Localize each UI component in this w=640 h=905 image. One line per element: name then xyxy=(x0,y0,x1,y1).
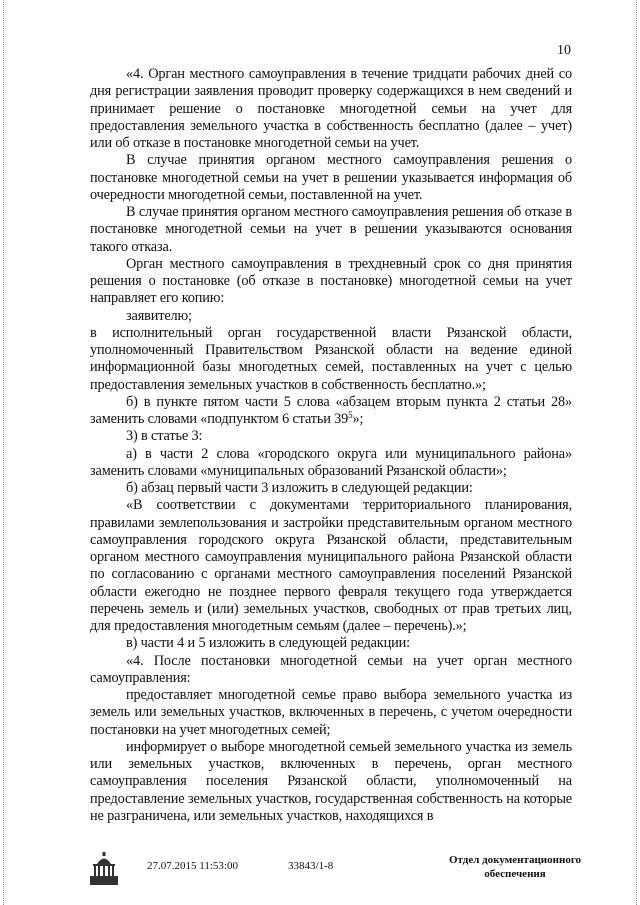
paragraph: В случае принятия органом местного самоуправления решения об отказе в постановке многодетной семьи на учет в решении указываются основания такого отказа. xyxy=(90,204,572,255)
paragraph: Орган местного самоуправления в трехдневный срок со дня принятия решения о постановке (об отказе в постановке) многодетной семьи на учет направляет его копию: xyxy=(90,255,572,307)
footer-department-line2: обеспечения xyxy=(484,868,546,880)
paragraph: «4. После постановки многодетной семьи на учет орган местного самоуправления: xyxy=(90,652,572,686)
paragraph: предоставляет многодетной семье право выбора земельного участка из земель или земельных участков, включенных в перечень, с учетом очередности постановки на учет многодетных семей; xyxy=(90,687,572,738)
page-number: 10 xyxy=(557,43,571,58)
paragraph-amendment-b xyxy=(90,394,572,429)
footer-department-line1: Отдел документационного xyxy=(448,854,582,866)
superscript: 5 xyxy=(348,410,353,420)
footer-datetime: 27.07.2015 11:53:00 xyxy=(147,860,238,872)
amendment-b-text: б) в пункте пятом части 5 слова «абзацем вторым пункта 2 статьи 28» заменить словами «подпунктом 6 статьи 39 xyxy=(90,393,572,427)
amendment-b-tail: »; xyxy=(352,411,364,427)
paragraph: 3) в статье 3: xyxy=(126,428,203,445)
paragraph: в) части 4 и 5 изложить в следующей редакции: xyxy=(126,635,410,652)
paragraph: б) абзац первый части 3 изложить в следующей редакции: xyxy=(126,480,473,496)
paragraph: «В соответствии с документами территориального планирования, правилами землепользования и застройки представительным органом местного самоуправления городского округа Рязанской области, представительным органом местного самоуправления муниципального района Рязанской области по согласованию с органами местного самоуправления поселений Рязанской области ежегодно не позднее первого февраля текущего года утверждается перечень земель и (или) земельных участков, свободных от прав третьих лиц, для предоставления многодетным семьям (далее – перечень).»; xyxy=(90,497,572,634)
footer-document-code: 33843/1-8 xyxy=(288,860,334,872)
footer-department xyxy=(430,853,600,881)
right-margin-dotted-line xyxy=(636,0,637,905)
paragraph: В случае принятия органом местного самоуправления решения о постановке многодетной семьи на учет в решении указывается информация об очередности многодетной семьи, поставленной на учет. xyxy=(90,152,572,203)
paragraph: «4. Орган местного самоуправления в течение тридцати рабочих дней со дня регистрации заявления проводит проверку содержащихся в нем сведений и принимает решение о постановке многодетной семьи на учет для предоставления земельного участка в собственность бесплатно (далее – учет) или об отказе в постановке многодетной семьи на учет. xyxy=(90,66,572,151)
left-margin-dotted-line xyxy=(3,0,4,905)
paragraph: в исполнительный орган государственной власти Рязанской области, уполномоченный Правительством Рязанской области на ведение единой информационной базы многодетных семей, поставленных на учет с целью предоставления земельных участков в собственность бесплатно.»; xyxy=(90,324,572,393)
paragraph: заявителю; xyxy=(126,307,192,324)
paragraph: информирует о выборе многодетной семьей земельного участка из земель или земельных участков, включенных в перечень, орган местного самоуправления поселения Рязанской области, уполномоченный на предоставление земельных участков, государственная собственность на которые не разграничена, или земельных участков, находящихся в xyxy=(90,738,572,824)
paragraph: а) в части 2 слова «городского округа или муниципального района» заменить словами «муниципальных образований Рязанской области»; xyxy=(90,445,572,479)
document-body xyxy=(90,66,572,842)
duma-logo-icon xyxy=(88,852,120,886)
